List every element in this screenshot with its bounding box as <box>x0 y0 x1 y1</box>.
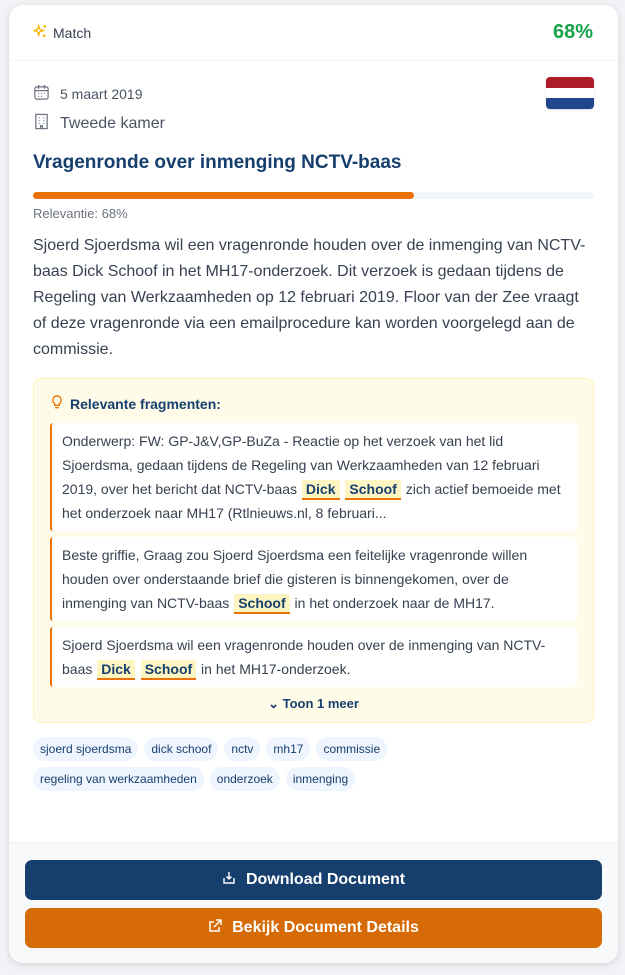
fragments-title: Relevante fragmenten: <box>70 396 221 412</box>
source: Tweede kamer <box>60 115 165 132</box>
chevron-down-icon: ⌄ <box>268 696 279 711</box>
tag[interactable]: sjoerd sjoerdsma <box>33 737 138 761</box>
highlight: Schoof <box>234 594 289 614</box>
document-description: Sjoerd Sjoerdsma wil een vragenronde houden over de inmenging van NCTV-baas Dick Schoof in het MH17-onderzoek. Dit verzoek is gedaan tijdens de Regeling van Werkzaamheden op 12 februari 2019. Floor van der Zee vraagt of deze vragenronde via een emailprocedure kan worden voorgelegd aan de commissie. <box>33 237 586 358</box>
tag[interactable]: commissie <box>316 737 387 761</box>
match-label <box>33 24 91 42</box>
fragment-text: Sjoerd Sjoerdsma wil een vragenronde houden over de inmenging van NCTV-baas <box>62 637 546 677</box>
fragment-item <box>50 423 577 531</box>
document-title: Vragenronde over inmenging NCTV-baas <box>33 152 402 173</box>
card-header <box>9 5 618 61</box>
download-icon <box>222 871 236 890</box>
external-link-icon <box>208 919 222 938</box>
tag-list <box>33 737 433 791</box>
tag[interactable]: inmenging <box>286 767 355 791</box>
tag[interactable]: mh17 <box>266 737 310 761</box>
relevance-bar <box>33 192 594 199</box>
fragment-text: zich actief bemoeide met het onderzoek naar MH17 (Rtlnieuws.nl, 8 februari... <box>62 481 561 521</box>
tag[interactable]: nctv <box>224 737 260 761</box>
date: 5 maart 2019 <box>60 86 143 102</box>
details-label: Bekijk Document Details <box>232 919 419 936</box>
download-label: Download Document <box>245 871 406 888</box>
fragment-text: Beste griffie, Graag zou Sjoerd Sjoerdsma een feitelijke vragenronde willen houden over onderstaande brief die gisteren is binnengekomen, over de inmenging van NCTV-baas <box>62 547 528 611</box>
calendar-icon <box>33 84 50 104</box>
fragment-item <box>50 537 577 621</box>
lightbulb-icon <box>50 395 64 413</box>
building-icon <box>33 113 50 135</box>
document-details-button[interactable] <box>25 908 602 948</box>
show-more-button[interactable] <box>50 696 577 712</box>
tag[interactable]: regeling van werkzaamheden <box>33 767 204 791</box>
highlight: Dick <box>302 480 340 500</box>
fragment-text: Onderwerp: FW: GP-J&V,GP-BuZa - Reactie op het verzoek van het lid Sjoerdsma, gedaan tijdens de Regeling van Werkzaamheden van 12 februari 2019, over het bericht dat NCTV-baas <box>62 433 540 497</box>
highlight: Schoof <box>141 660 196 680</box>
document-card <box>9 5 618 963</box>
download-document-button[interactable] <box>25 860 602 900</box>
match-score: 68% <box>552 21 593 43</box>
tag[interactable]: dick schoof <box>144 737 218 761</box>
date-row <box>33 79 594 109</box>
highlight: Schoof <box>345 480 400 500</box>
netherlands-flag-icon <box>546 77 594 109</box>
fragments-panel <box>33 378 594 723</box>
relevance-bar-fill <box>33 192 414 199</box>
card-footer <box>9 842 618 963</box>
fragment-item <box>50 627 577 687</box>
fragment-text: in het MH17-onderzoek. <box>197 661 351 677</box>
tag[interactable]: onderzoek <box>210 767 280 791</box>
sparkles-icon <box>33 24 48 42</box>
show-more-label: Toon 1 meer <box>282 696 359 711</box>
fragment-text: in het onderzoek naar de MH17. <box>290 595 495 611</box>
match-text: Match <box>53 24 92 41</box>
source-row <box>33 109 594 139</box>
relevance-label: Relevantie: 68% <box>33 206 128 221</box>
highlight: Dick <box>97 660 135 680</box>
